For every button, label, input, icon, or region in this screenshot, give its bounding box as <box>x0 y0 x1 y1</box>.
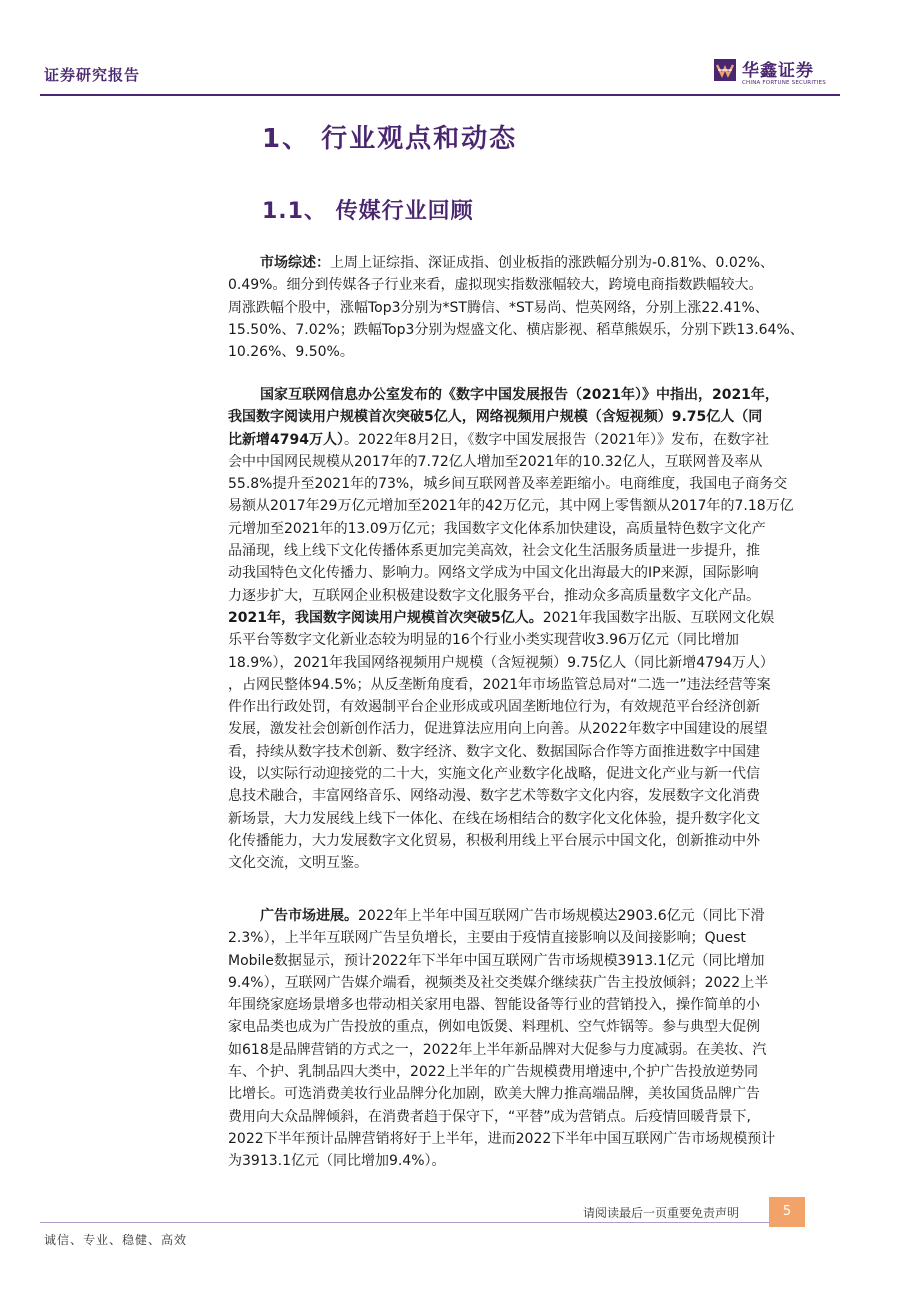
text-line: 周涨跌幅个股中，涨幅Top3分别为*ST腾信、*ST易尚、恺英网络，分别上涨22.41%、 <box>228 299 769 316</box>
text-line: 元增加至2021年的13.09万亿元；我国数字文化体系加快建设，高质量特色数字文化产 <box>228 520 766 537</box>
text-line: 看，持续从数字技术创新、数字经济、数字文化、数据国际合作等方面推进数字中国建 <box>228 743 760 760</box>
text-line: 文化交流，文明互鉴。 <box>228 855 368 872</box>
text-line: 乐平台等数字文化新业态较为明显的16个行业小类实现营收3.96万亿元（同比增加 <box>228 632 739 649</box>
text-line: 力逐步扩大，互联网企业积极建设数字文化服务平台，推动众多高质量数字文化产品。 <box>228 587 760 604</box>
text-line: 件作出行政处罚，有效遏制平台企业形成或巩固垄断地位行为，有效规范平台经济创新 <box>228 699 760 716</box>
company-logo <box>714 55 840 91</box>
text-line: 国家互联网信息办公室发布的《数字中国发展报告（2021年）》中指出，2021年， <box>260 387 779 403</box>
text-line: 比新增4794万人）。2022年8月2日，《数字中国发展报告（2021年）》发布，在数字社 <box>228 431 770 448</box>
text-line: 费用向大众品牌倾斜，在消费者趋于保守下，“平替”成为营销点。后疫情回暖背景下, <box>228 1108 751 1125</box>
brand-mark-icon <box>714 59 736 81</box>
text-line: 55.8%提升至2021年的73%，城乡间互联网普及率差距缩小。电商维度，我国电子商务交 <box>228 476 788 493</box>
text-line: 会中中国网民规模从2017年的7.72亿人增加至2021年的10.32亿人，互联网普及率从 <box>228 453 763 470</box>
text-line: 市场综述：上周上证综指、深证成指、创业板指的涨跌幅分别为-0.81%、0.02%、 <box>260 255 774 271</box>
text-line: ，占网民整体94.5%；从反垄断角度看，2021年市场监管总局对“二选一”违法经营等案 <box>228 676 771 693</box>
text-line: 动我国特色文化传播力、影响力。网络文学成为中国文化出海最大的IP来源，国际影响 <box>228 565 759 582</box>
footer-divider <box>40 1222 770 1223</box>
text-line: 为3913.1亿元（同比增加9.4%）。 <box>228 1153 446 1170</box>
digital-china-paragraph <box>228 384 880 875</box>
text-line: 发展，激发社会创新创作活力，促进算法应用向上向善。从2022年数字中国建设的展望 <box>228 721 768 738</box>
report-type-label: 证券研究报告 <box>44 66 141 84</box>
text-line: 比增长。可选消费美妆行业品牌分化加剧，欧美大牌力推高端品牌，美妆国货品牌广告 <box>228 1086 760 1103</box>
header-divider <box>40 94 840 96</box>
text-line: 新场景，大力发展线上线下一体化、在线在场相结合的数字化文化体验，提升数字化文 <box>228 810 760 827</box>
text-line: 0.49%。细分到传媒各子行业来看，虚拟现实指数涨幅较大，跨境电商指数跌幅较大。 <box>228 277 763 294</box>
subsection-heading: 1.1、 传媒行业回顾 <box>262 199 474 224</box>
text-line: 品涌现，线上线下文化传播体系更加完美高效，社会文化生活服务质量进一步提升，推 <box>228 543 760 560</box>
text-line: 年围绕家庭场景增多也带动相关家用电器、智能设备等行业的营销投入，操作简单的小 <box>228 997 760 1014</box>
text-line: 设，以实际行动迎接党的二十大，实施文化产业数字化战略，促进文化产业与新一代信 <box>228 766 760 783</box>
company-slogan: 诚信、专业、稳健、高效 <box>44 1233 188 1247</box>
text-line: 我国数字阅读用户规模首次突破5亿人，网络视频用户规模（含短视频）9.75亿人（同 <box>228 409 763 426</box>
text-line: 2022下半年预计品牌营销将好于上半年，进而2022下半年中国互联网广告市场规模预计 <box>228 1130 776 1147</box>
text-line: 化传播能力，大力发展数字文化贸易，积极利用线上平台展示中国文化，创新推动中外 <box>228 832 760 849</box>
brand-name: 华鑫证券 <box>742 61 814 81</box>
text-line: 易额从2017年29万亿元增加至2021年的42万亿元，其中网上零售额从2017年的7.18万亿 <box>228 498 794 515</box>
text-line: 车、个护、乳制品四大类中，2022上半年的广告规模费用增速中,个护广告投放逆势同 <box>228 1064 759 1081</box>
text-line: 2021年，我国数字阅读用户规模首次突破5亿人。2021年我国数字出版、互联网文化娱 <box>228 609 775 626</box>
advertising-market-paragraph <box>228 905 880 1173</box>
text-line: 如618是品牌营销的方式之一，2022年上半年新品牌对大促参与力度减弱。在美妆、汽 <box>228 1041 767 1058</box>
text-line: 9.4%），互联网广告媒介端看，视频类及社交类媒介继续获广告主投放倾斜；2022上半 <box>228 974 769 991</box>
text-line: Mobile数据显示，预计2022年下半年中国互联网广告市场规模3913.1亿元（同比增加 <box>228 952 765 969</box>
text-line: 15.50%、7.02%；跌幅Top3分别为煜盛文化、横店影视、稻草熊娱乐，分别下跌13.64%、 <box>228 321 804 338</box>
text-line: 10.26%、9.50%。 <box>228 344 354 361</box>
text-line: 广告市场进展。2022年上半年中国互联网广告市场规模达2903.6亿元（同比下滑 <box>260 908 765 924</box>
brand-name-en: CHINA FORTUNE SECURITIES <box>742 80 826 86</box>
disclaimer-note: 请阅读最后一页重要免责声明 <box>583 1206 740 1220</box>
text-line: 息技术融合，丰富网络音乐、网络动漫、数字艺术等数字文化内容，发展数字文化消费 <box>228 788 760 805</box>
section-heading: 1、 行业观点和动态 <box>262 124 518 154</box>
market-summary-paragraph <box>228 252 880 363</box>
text-line: 2.3%），上半年互联网广告呈负增长，主要由于疫情直接影响以及间接影响；Quest <box>228 930 746 947</box>
page-number-badge: 5 <box>769 1197 805 1227</box>
text-line: 18.9%），2021年我国网络视频用户规模（含短视频）9.75亿人（同比新增4794万人） <box>228 654 774 671</box>
text-line: 家电品类也成为广告投放的重点，例如电饭煲、料理机、空气炸锅等。参与典型大促例 <box>228 1019 760 1036</box>
